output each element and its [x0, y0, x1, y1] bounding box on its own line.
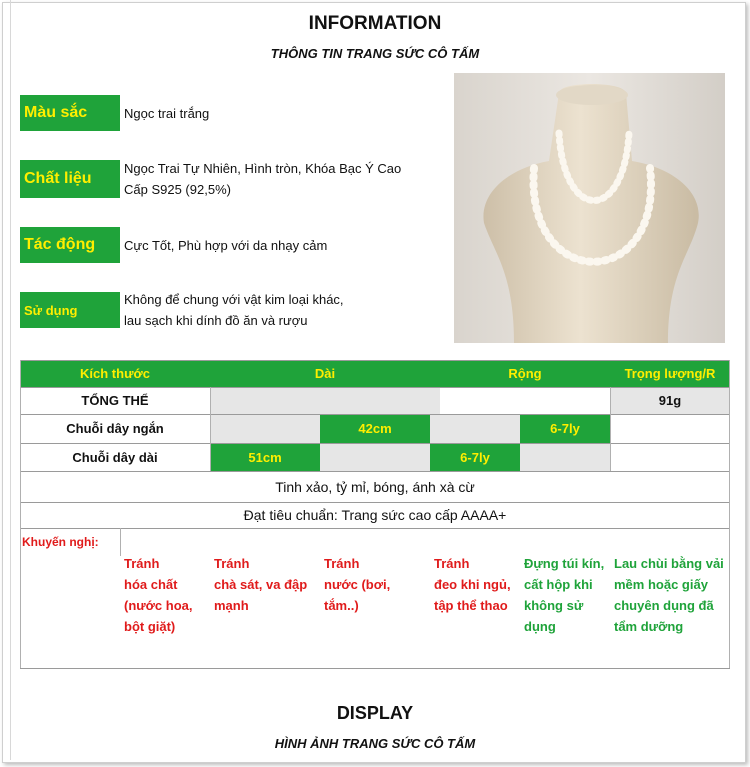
- advice-line: mạnh: [214, 598, 249, 613]
- row-label-overall: TỔNG THỂ: [81, 393, 149, 408]
- page-title: INFORMATION: [308, 13, 442, 34]
- advice-line: (nước hoa,: [124, 598, 193, 613]
- advice-line: tẩm dưỡng: [614, 619, 684, 634]
- advice-line: hóa chất: [124, 577, 178, 592]
- table-border: [20, 528, 730, 529]
- table-cell: [430, 414, 520, 443]
- spec-value-line: lau sạch khi dính đồ ăn và rượu: [124, 313, 308, 328]
- advice-item-water: [324, 553, 390, 616]
- necklace-bust-illustration: [454, 73, 725, 343]
- spec-value-usage: [124, 289, 444, 331]
- spec-value-line: Ngọc trai trắng: [124, 106, 210, 121]
- spec-label-usage: Sử dụng: [20, 292, 120, 328]
- table-border: [20, 387, 730, 388]
- spec-value-line: Không để chung với vật kim loại khác,: [124, 292, 344, 307]
- advice-line: bột giặt): [124, 619, 176, 634]
- long-width-value: 6-7ly: [430, 443, 520, 471]
- advice-line: tập thể thao: [434, 598, 508, 613]
- table-border: [20, 443, 730, 444]
- table-border: [610, 387, 611, 471]
- quality-note: Tinh xảo, tỷ mỉ, bóng, ánh xà cừ: [275, 478, 475, 495]
- advice-line: Tránh: [214, 556, 250, 571]
- table-border: [120, 528, 121, 556]
- row-label-short: Chuỗi dây ngắn: [66, 421, 164, 436]
- spec-value-line: Ngọc Trai Tự Nhiên, Hình tròn, Khóa Bạc Ý Cao: [124, 161, 402, 176]
- table-border: [20, 668, 730, 669]
- table-border: [20, 414, 730, 415]
- advice-line: Lau chùi bằng vải: [614, 556, 724, 571]
- spec-label-effect: Tác động: [20, 227, 120, 263]
- short-length-value: 42cm: [320, 414, 430, 443]
- spec-value-color: [124, 103, 444, 124]
- pearl-necklace-photo: [454, 73, 725, 343]
- advice-item-cleaning: [614, 553, 724, 637]
- spec-value-effect: [124, 235, 444, 256]
- advice-line: Tránh: [434, 556, 470, 571]
- advice-line: cất hộp khi: [524, 577, 593, 592]
- advice-line: đeo khi ngủ,: [434, 577, 511, 592]
- weight-value: 91g: [610, 387, 730, 414]
- table-border: [729, 360, 730, 668]
- advice-line: Đựng túi kín,: [524, 556, 605, 571]
- row-label-long: Chuỗi dây dài: [72, 449, 158, 465]
- display-title: DISPLAY: [336, 703, 414, 723]
- advice-label: Khuyến nghị:: [22, 535, 99, 549]
- advice-line: tắm..): [324, 598, 359, 613]
- advice-line: chuyên dụng đã: [614, 598, 714, 613]
- header-length: Dài: [210, 360, 440, 387]
- table-border: [210, 387, 211, 471]
- page-subtitle: THÔNG TIN TRANG SỨC CÔ TẤM: [270, 46, 480, 61]
- spec-value-line: Cực Tốt, Phù hợp với da nhạy cảm: [124, 238, 328, 253]
- table-cell: [320, 443, 430, 471]
- table-border: [20, 471, 730, 472]
- long-length-value: 51cm: [210, 443, 320, 471]
- display-subtitle: HÌNH ẢNH TRANG SỨC CÔ TẤM: [274, 736, 476, 751]
- spec-value-material: [124, 158, 444, 200]
- table-border: [20, 502, 730, 503]
- advice-line: dụng: [524, 619, 556, 634]
- spec-label-color: Màu sắc: [20, 95, 120, 131]
- advice-line: mềm hoặc giấy: [614, 577, 708, 592]
- advice-item-friction: [214, 553, 307, 616]
- table-cell: [210, 387, 440, 414]
- short-width-value: 6-7ly: [520, 414, 610, 443]
- table-border: [20, 360, 21, 668]
- header-width: Rộng: [440, 360, 610, 387]
- gutter-line: [10, 0, 11, 760]
- spec-label-material: Chất liệu: [20, 160, 120, 198]
- advice-line: Tránh: [324, 556, 360, 571]
- advice-line: nước (bơi,: [324, 577, 391, 592]
- advice-line: chà sát, va đập: [214, 577, 308, 592]
- header-weight: Trọng lượng/R: [610, 360, 730, 387]
- table-cell: [520, 443, 610, 471]
- advice-item-chemicals: [124, 553, 193, 637]
- advice-item-sleep: [434, 553, 511, 616]
- table-border: [20, 360, 730, 361]
- advice-line: Tránh: [124, 556, 160, 571]
- table-cell: [210, 414, 320, 443]
- spec-value-line: Cấp S925 (92,5%): [124, 182, 231, 197]
- advice-line: không sử: [524, 598, 584, 613]
- advice-item-storage: [524, 553, 604, 637]
- header-size: Kích thước: [20, 360, 210, 387]
- standard-note: Đạt tiêu chuẩn: Trang sức cao cấp AAAA+: [243, 507, 507, 523]
